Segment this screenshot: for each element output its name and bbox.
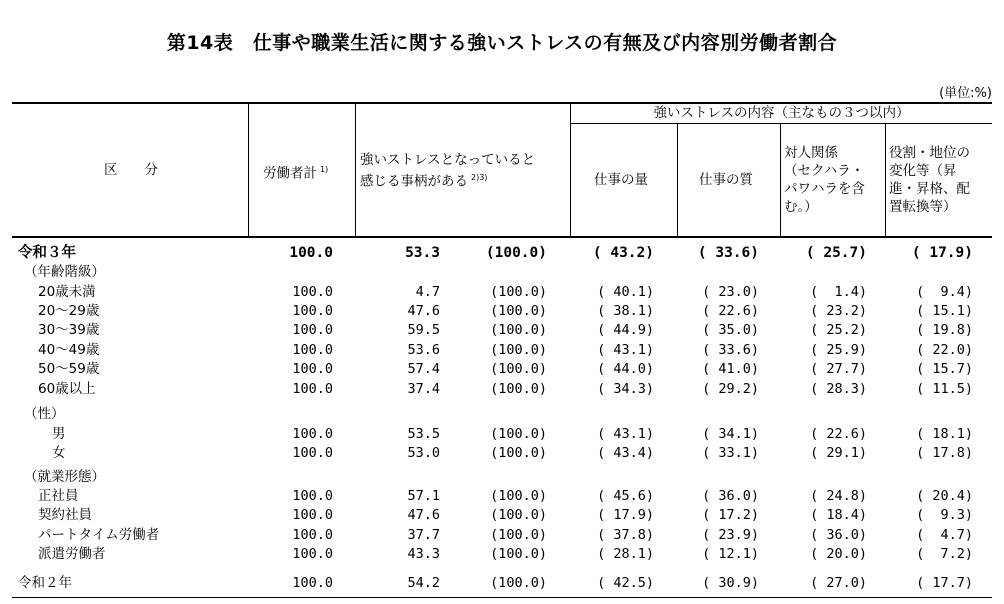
cell-relations: ( 27.0) xyxy=(810,575,867,591)
col-divider xyxy=(780,124,781,236)
cell-work-amount: ( 40.1) xyxy=(597,284,654,300)
cell-stress: 53.3 xyxy=(405,245,440,261)
col-divider xyxy=(355,103,356,236)
cell-stress: 47.6 xyxy=(407,303,440,319)
table-row xyxy=(0,486,1004,506)
header-category: 区 分 xyxy=(104,162,158,178)
cell-role-change: ( 20.4) xyxy=(916,488,973,504)
table-row xyxy=(0,443,1004,463)
row-label: 男 xyxy=(52,426,66,442)
cell-work-quality: ( 17.2) xyxy=(702,507,759,523)
cell-base-pct: (100.0) xyxy=(490,342,547,358)
cell-work-quality: ( 30.9) xyxy=(702,575,759,591)
cell-base-pct: (100.0) xyxy=(485,245,547,261)
cell-work-quality: ( 41.0) xyxy=(702,361,759,377)
row-label: 派遣労働者 xyxy=(38,546,106,562)
header-role-change: 役割・地位の 変化等（昇 進・昇格、配 置転換等） xyxy=(889,145,970,215)
cell-total: 100.0 xyxy=(292,426,333,442)
cell-stress: 43.3 xyxy=(407,546,440,562)
cell-work-quality: ( 23.9) xyxy=(702,527,759,543)
table-row xyxy=(0,320,1004,340)
cell-total: 100.0 xyxy=(292,361,333,377)
cell-work-amount: ( 28.1) xyxy=(597,546,654,562)
cell-work-quality: ( 33.1) xyxy=(702,445,759,461)
row-label: 令和３年 xyxy=(18,245,76,261)
cell-relations: ( 25.7) xyxy=(805,245,867,261)
cell-role-change: ( 9.3) xyxy=(916,507,973,523)
cell-work-quality: ( 12.1) xyxy=(702,546,759,562)
cell-role-change: ( 9.4) xyxy=(916,284,973,300)
table-row xyxy=(0,301,1004,321)
cell-work-quality: ( 36.0) xyxy=(702,488,759,504)
cell-total: 100.0 xyxy=(292,507,333,523)
table-row xyxy=(0,424,1004,444)
cell-stress: 37.4 xyxy=(407,381,440,397)
table-row xyxy=(0,525,1004,545)
cell-role-change: ( 15.1) xyxy=(916,303,973,319)
cell-work-amount: ( 17.9) xyxy=(597,507,654,523)
cell-work-amount: ( 44.0) xyxy=(597,361,654,377)
col-divider xyxy=(248,103,249,236)
table-row xyxy=(0,359,1004,379)
header-relations: 対人関係 （セクハラ・ パワハラを含 む。） xyxy=(784,145,865,215)
row-label: 50～59歳 xyxy=(38,361,100,377)
row-label: 30～39歳 xyxy=(38,322,100,338)
cell-total: 100.0 xyxy=(292,488,333,504)
cell-base-pct: (100.0) xyxy=(490,426,547,442)
cell-base-pct: (100.0) xyxy=(490,381,547,397)
cell-total: 100.0 xyxy=(292,546,333,562)
cell-total: 100.0 xyxy=(292,303,333,319)
cell-role-change: ( 4.7) xyxy=(916,527,973,543)
cell-total: 100.0 xyxy=(292,527,333,543)
cell-work-quality: ( 33.6) xyxy=(697,245,759,261)
col-divider xyxy=(677,124,678,236)
cell-base-pct: (100.0) xyxy=(490,546,547,562)
cell-relations: ( 22.6) xyxy=(810,426,867,442)
table-row xyxy=(0,379,1004,399)
cell-relations: ( 36.0) xyxy=(810,527,867,543)
cell-base-pct: (100.0) xyxy=(490,303,547,319)
header-stress: 強いストレスとなっていると 感じる事柄がある $^{2)3)}$ xyxy=(360,152,536,190)
cell-total: 100.0 xyxy=(292,445,333,461)
header-content-group: 強いストレスの内容（主なもの３つ以内） xyxy=(653,105,910,121)
header-work-quality: 仕事の質 xyxy=(699,172,753,188)
cell-relations: ( 18.4) xyxy=(810,507,867,523)
cell-relations: ( 1.4) xyxy=(810,284,867,300)
cell-role-change: ( 22.0) xyxy=(916,342,973,358)
cell-stress: 53.0 xyxy=(407,445,440,461)
cell-relations: ( 27.7) xyxy=(810,361,867,377)
group-label: （年齢階級） xyxy=(24,264,105,280)
table-row xyxy=(0,282,1004,302)
cell-relations: ( 29.1) xyxy=(810,445,867,461)
cell-base-pct: (100.0) xyxy=(490,575,547,591)
cell-role-change: ( 17.9) xyxy=(911,245,973,261)
cell-work-amount: ( 43.1) xyxy=(597,426,654,442)
row-label: 正社員 xyxy=(38,488,79,504)
cell-total: 100.0 xyxy=(292,575,333,591)
cell-role-change: ( 18.1) xyxy=(916,426,973,442)
table-row xyxy=(0,340,1004,360)
cell-base-pct: (100.0) xyxy=(490,322,547,338)
page-title: 第14表 仕事や職業生活に関する強いストレスの有無及び内容別労働者割合 xyxy=(166,32,838,54)
table-row xyxy=(0,505,1004,525)
cell-work-amount: ( 43.2) xyxy=(592,245,654,261)
cell-base-pct: (100.0) xyxy=(490,445,547,461)
table-bottom-rule xyxy=(12,597,992,598)
cell-role-change: ( 17.7) xyxy=(916,575,973,591)
group-label: （就業形態） xyxy=(24,469,105,485)
cell-total: 100.0 xyxy=(292,322,333,338)
cell-work-quality: ( 29.2) xyxy=(702,381,759,397)
cell-work-quality: ( 23.0) xyxy=(702,284,759,300)
cell-base-pct: (100.0) xyxy=(490,488,547,504)
header-work-amount: 仕事の量 xyxy=(594,172,648,188)
cell-base-pct: (100.0) xyxy=(490,507,547,523)
cell-work-quality: ( 22.6) xyxy=(702,303,759,319)
cell-base-pct: (100.0) xyxy=(490,284,547,300)
row-label: 契約社員 xyxy=(38,507,92,523)
cell-work-amount: ( 34.3) xyxy=(597,381,654,397)
table-row xyxy=(0,243,1004,263)
cell-total: 100.0 xyxy=(289,245,333,261)
cell-base-pct: (100.0) xyxy=(490,527,547,543)
row-label: 40～49歳 xyxy=(38,342,100,358)
cell-work-quality: ( 34.1) xyxy=(702,426,759,442)
cell-relations: ( 25.2) xyxy=(810,322,867,338)
col-divider xyxy=(570,103,571,236)
header-stress-note: 2)3) xyxy=(471,173,488,182)
header-bottom-rule xyxy=(12,236,992,238)
cell-relations: ( 24.8) xyxy=(810,488,867,504)
group-label: （性） xyxy=(24,406,65,422)
cell-work-amount: ( 42.5) xyxy=(597,575,654,591)
cell-relations: ( 25.9) xyxy=(810,342,867,358)
cell-role-change: ( 11.5) xyxy=(916,381,973,397)
row-label: パートタイム労働者 xyxy=(38,527,160,543)
cell-total: 100.0 xyxy=(292,284,333,300)
cell-stress: 53.6 xyxy=(407,342,440,358)
row-label: 令和２年 xyxy=(18,575,72,591)
cell-stress: 59.5 xyxy=(407,322,440,338)
cell-stress: 4.7 xyxy=(415,284,440,300)
cell-stress: 47.6 xyxy=(407,507,440,523)
cell-stress: 54.2 xyxy=(407,575,440,591)
cell-work-amount: ( 37.8) xyxy=(597,527,654,543)
cell-stress: 37.7 xyxy=(407,527,440,543)
row-label: 60歳以上 xyxy=(38,381,96,397)
group-heading-row xyxy=(0,404,1004,424)
header-total-note: 1) xyxy=(320,165,329,174)
table-row xyxy=(0,544,1004,564)
cell-work-quality: ( 35.0) xyxy=(702,322,759,338)
cell-relations: ( 20.0) xyxy=(810,546,867,562)
cell-stress: 57.4 xyxy=(407,361,440,377)
group-rule xyxy=(571,123,992,124)
cell-role-change: ( 17.8) xyxy=(916,445,973,461)
cell-base-pct: (100.0) xyxy=(490,361,547,377)
table-row xyxy=(0,573,1004,593)
cell-stress: 57.1 xyxy=(407,488,440,504)
header-total: 労働者計 $^{1)}$ xyxy=(263,165,329,182)
cell-work-quality: ( 33.6) xyxy=(702,342,759,358)
row-label: 20歳未満 xyxy=(38,284,96,300)
cell-stress: 53.5 xyxy=(407,426,440,442)
group-heading-row xyxy=(0,467,1004,487)
unit-label: (単位:%) xyxy=(939,86,992,101)
cell-total: 100.0 xyxy=(292,342,333,358)
col-divider xyxy=(885,124,886,236)
cell-work-amount: ( 45.6) xyxy=(597,488,654,504)
cell-work-amount: ( 43.4) xyxy=(597,445,654,461)
cell-work-amount: ( 43.1) xyxy=(597,342,654,358)
cell-role-change: ( 15.7) xyxy=(916,361,973,377)
cell-total: 100.0 xyxy=(292,381,333,397)
group-heading-row xyxy=(0,262,1004,282)
cell-relations: ( 28.3) xyxy=(810,381,867,397)
cell-work-amount: ( 44.9) xyxy=(597,322,654,338)
cell-role-change: ( 19.8) xyxy=(916,322,973,338)
row-label: 女 xyxy=(52,445,66,461)
row-label: 20～29歳 xyxy=(38,303,100,319)
cell-role-change: ( 7.2) xyxy=(916,546,973,562)
cell-relations: ( 23.2) xyxy=(810,303,867,319)
cell-work-amount: ( 38.1) xyxy=(597,303,654,319)
